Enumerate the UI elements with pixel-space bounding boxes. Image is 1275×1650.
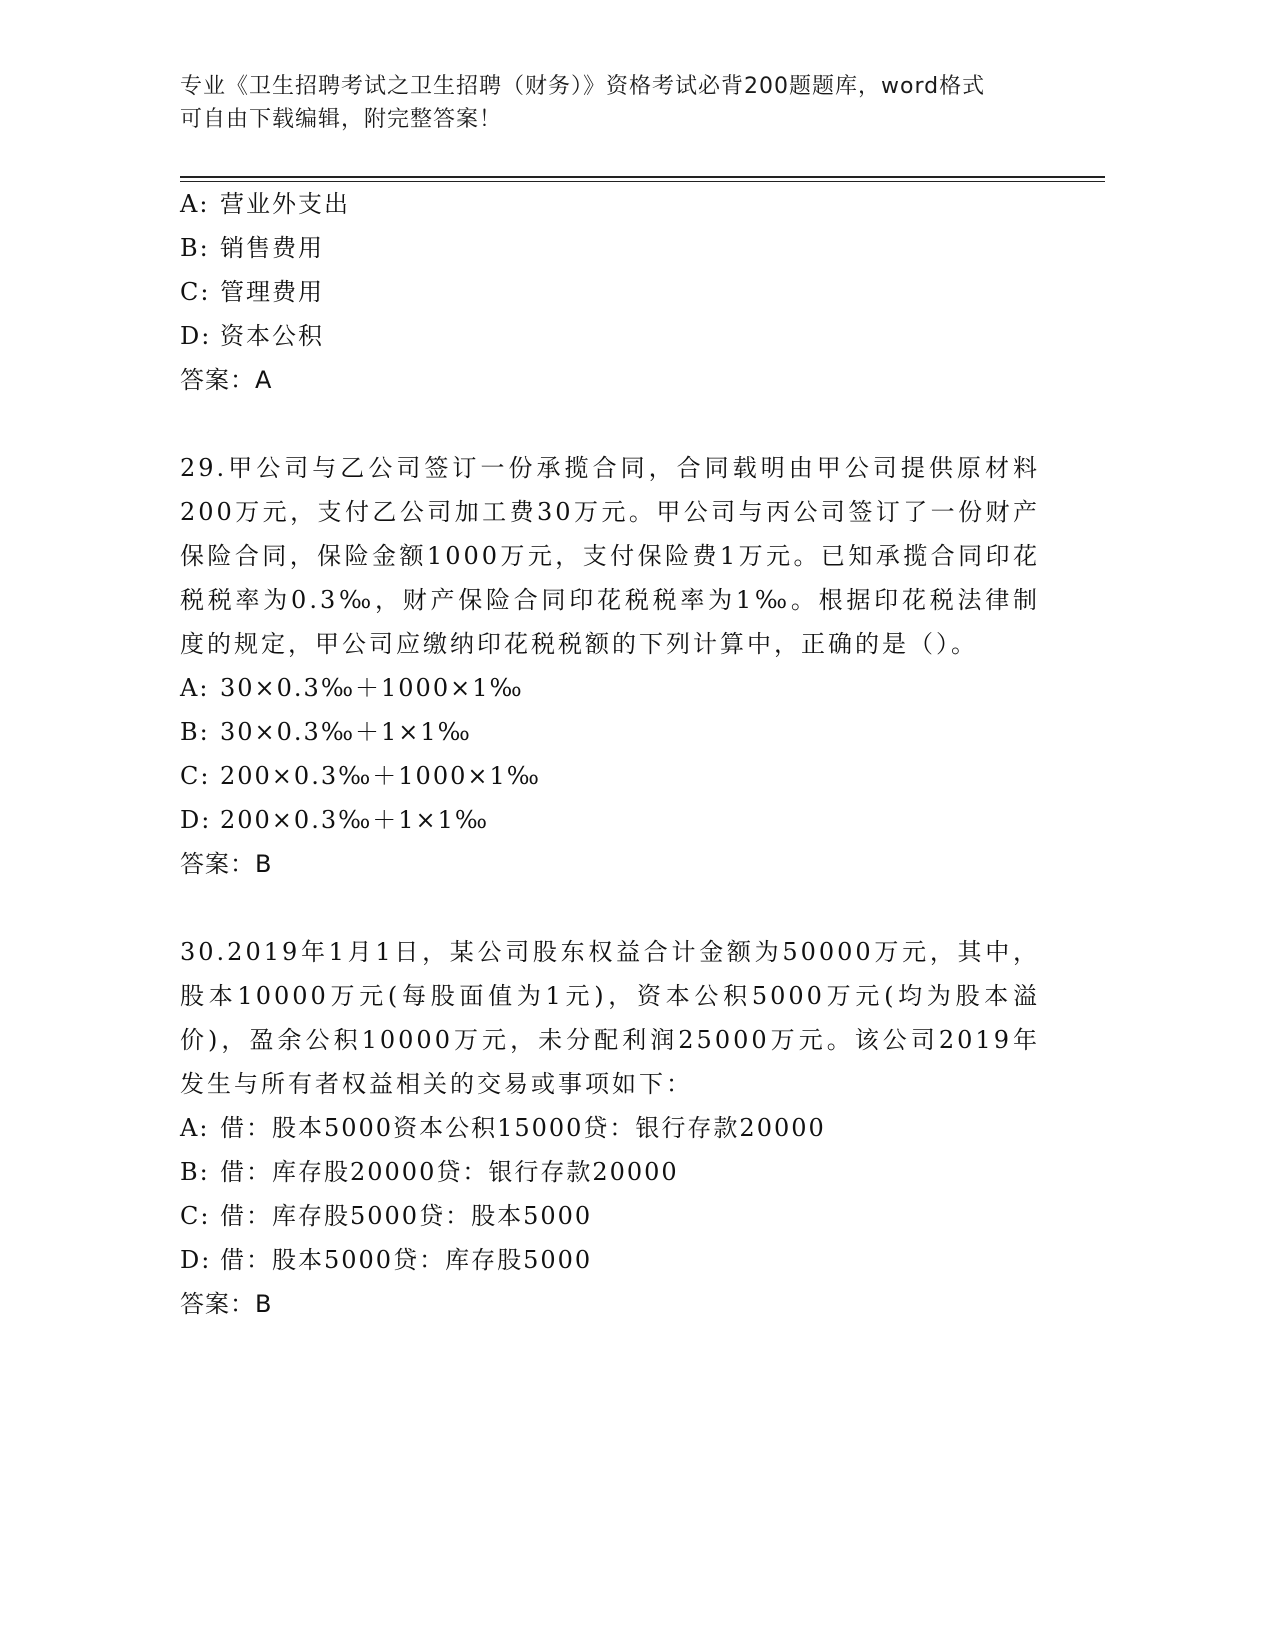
option-d xyxy=(180,314,1040,358)
option-label: C: xyxy=(180,762,211,790)
option-label: D: xyxy=(180,322,212,350)
option-b xyxy=(180,226,1040,270)
question-30 xyxy=(180,930,1040,1326)
header-rule-thick xyxy=(180,176,1105,178)
option-label: A: xyxy=(180,1114,210,1142)
document-body xyxy=(180,182,1040,1326)
option-c xyxy=(180,270,1040,314)
option-text: 200×0.3‰＋1000×1‰ xyxy=(220,762,541,790)
option-label: D: xyxy=(180,1246,212,1274)
header-line-1: 专业《卫生招聘考试之卫生招聘（财务）》资格考试必背200题题库，word格式 xyxy=(180,74,986,99)
option-text: 30×0.3‰＋1×1‰ xyxy=(220,718,472,746)
answer: 答案：B xyxy=(180,1290,273,1318)
option-a xyxy=(180,666,1040,710)
option-text: 30×0.3‰＋1000×1‰ xyxy=(220,674,524,702)
question-28-options xyxy=(180,182,1040,402)
option-text: 营业外支出 xyxy=(220,190,350,218)
option-text: 200×0.3‰＋1×1‰ xyxy=(220,806,490,834)
option-label: A: xyxy=(180,674,210,702)
option-text: 资本公积 xyxy=(220,322,324,350)
question-stem: 30.2019年1月1日，某公司股东权益合计金额为50000万元，其中，股本10000万元(每股面值为1元)，资本公积5000万元(均为股本溢价)，盈余公积10000万元，未分配利润25000万元。该公司2019年发生与所有者权益相关的交易或事项如下： xyxy=(180,938,1040,1098)
option-text: 借：库存股5000贷：股本5000 xyxy=(220,1202,593,1230)
option-text: 销售费用 xyxy=(220,234,324,262)
option-text: 管理费用 xyxy=(220,278,324,306)
option-label: B: xyxy=(180,234,210,262)
option-a xyxy=(180,1106,1040,1150)
option-label: D: xyxy=(180,806,212,834)
option-label: B: xyxy=(180,1158,210,1186)
spacer xyxy=(180,402,1040,446)
option-b xyxy=(180,710,1040,754)
option-d xyxy=(180,1238,1040,1282)
option-label: A: xyxy=(180,190,210,218)
question-29 xyxy=(180,446,1040,886)
option-text: 借：股本5000资本公积15000贷：银行存款20000 xyxy=(220,1114,826,1142)
document-header xyxy=(180,70,1060,136)
option-c xyxy=(180,754,1040,798)
header-line-2: 可自由下载编辑，附完整答案！ xyxy=(180,107,503,132)
option-d xyxy=(180,798,1040,842)
option-a xyxy=(180,182,1040,226)
spacer xyxy=(180,886,1040,930)
option-b xyxy=(180,1150,1040,1194)
question-stem: 29.甲公司与乙公司签订一份承揽合同，合同载明由甲公司提供原材料200万元，支付乙公司加工费30万元。甲公司与丙公司签订了一份财产保险合同，保险金额1000万元，支付保险费1万元。已知承揽合同印花税税率为0.3‰，财产保险合同印花税税率为1‰。根据印花税法律制度的规定，甲公司应缴纳印花税税额的下列计算中，正确的是（）。 xyxy=(180,454,1040,658)
option-text: 借：库存股20000贷：银行存款20000 xyxy=(220,1158,679,1186)
option-label: B: xyxy=(180,718,210,746)
option-label: C: xyxy=(180,278,211,306)
answer: 答案：A xyxy=(180,366,273,394)
option-c xyxy=(180,1194,1040,1238)
option-label: C: xyxy=(180,1202,211,1230)
option-text: 借：股本5000贷：库存股5000 xyxy=(220,1246,593,1274)
answer: 答案：B xyxy=(180,850,273,878)
